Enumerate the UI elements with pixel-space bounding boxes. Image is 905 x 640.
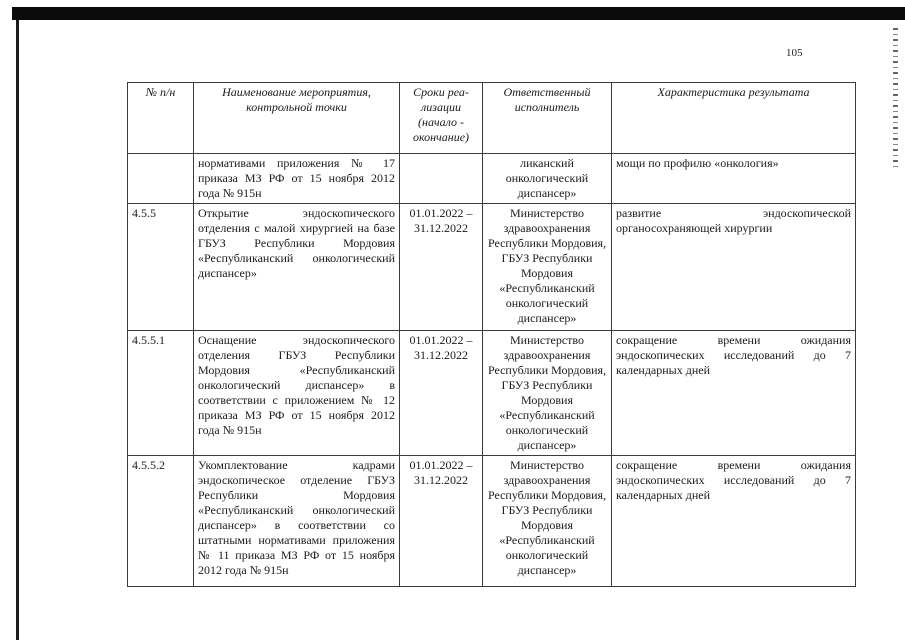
row-dates: 01.01.2022 – 31.12.2022: [400, 204, 483, 331]
table-header-row: [128, 83, 856, 154]
scan-right-edge-marks: [893, 28, 898, 168]
header-number: № п/н: [128, 83, 194, 154]
row-result: мощи по профилю «онкология»: [612, 154, 856, 204]
header-activity-name: Наименование мероприятия, контрольной точки: [194, 83, 400, 154]
row-responsible: Министерство здравоохранения Республики Мордовия, ГБУЗ Республики Мордовия «Республиканский онкологический диспансер»: [483, 456, 612, 587]
table-row: [128, 331, 856, 456]
row-responsible: Министерство здравоохранения Республики Мордовия, ГБУЗ Республики Мордовия «Республиканский онкологический диспансер»: [483, 204, 612, 331]
row-responsible: ликанский онкологический диспансер»: [483, 154, 612, 204]
row-result: развитие эндоскопической органосохраняющей хирургии: [612, 204, 856, 331]
row-result: сокращение времени ожидания эндоскопических исследований до 7 календарных дней: [612, 331, 856, 456]
row-number: [128, 154, 194, 204]
row-responsible: Министерство здравоохранения Республики Мордовия, ГБУЗ Республики Мордовия «Республиканский онкологический диспансер»: [483, 331, 612, 456]
row-dates: 01.01.2022 – 31.12.2022: [400, 456, 483, 587]
page-number: 105: [786, 47, 803, 59]
row-activity-name: нормативами приложения № 17 приказа МЗ РФ от 15 ноября 2012 года № 915н: [194, 154, 400, 204]
row-number: 4.5.5.2: [128, 456, 194, 587]
row-activity-name: Открытие эндоскопического отделения с малой хирургией на базе ГБУЗ Республики Мордовия «Республиканский онкологический диспансер»: [194, 204, 400, 331]
row-activity-name: Укомплектование кадрами эндоскопическое отделение ГБУЗ Республики Мордовия «Республиканский онкологический диспансер» в соответствии со штатными нормативами приложения № 11 приказа МЗ РФ от 15 ноября 2012 года № 915н: [194, 456, 400, 587]
table-row: [128, 154, 856, 204]
table-row: [128, 456, 856, 587]
header-dates: Сроки реа-лизации (начало - окончание): [400, 83, 483, 154]
row-dates: [400, 154, 483, 204]
table-row: [128, 204, 856, 331]
row-number: 4.5.5: [128, 204, 194, 331]
row-dates: 01.01.2022 – 31.12.2022: [400, 331, 483, 456]
header-responsible: Ответственный исполнитель: [483, 83, 612, 154]
scan-top-border: [12, 7, 905, 20]
row-activity-name: Оснащение эндоскопического отделения ГБУЗ Республики Мордовия «Республиканский онкологический диспансер» в соответствии с приложением № 12 приказа МЗ РФ от 15 ноября 2012 года № 915н: [194, 331, 400, 456]
row-result: сокращение времени ожидания эндоскопических исследований до 7 календарных дней: [612, 456, 856, 587]
scan-left-edge: [16, 20, 19, 640]
header-result: Характеристика результата: [612, 83, 856, 154]
row-number: 4.5.5.1: [128, 331, 194, 456]
action-plan-table: [127, 82, 856, 587]
